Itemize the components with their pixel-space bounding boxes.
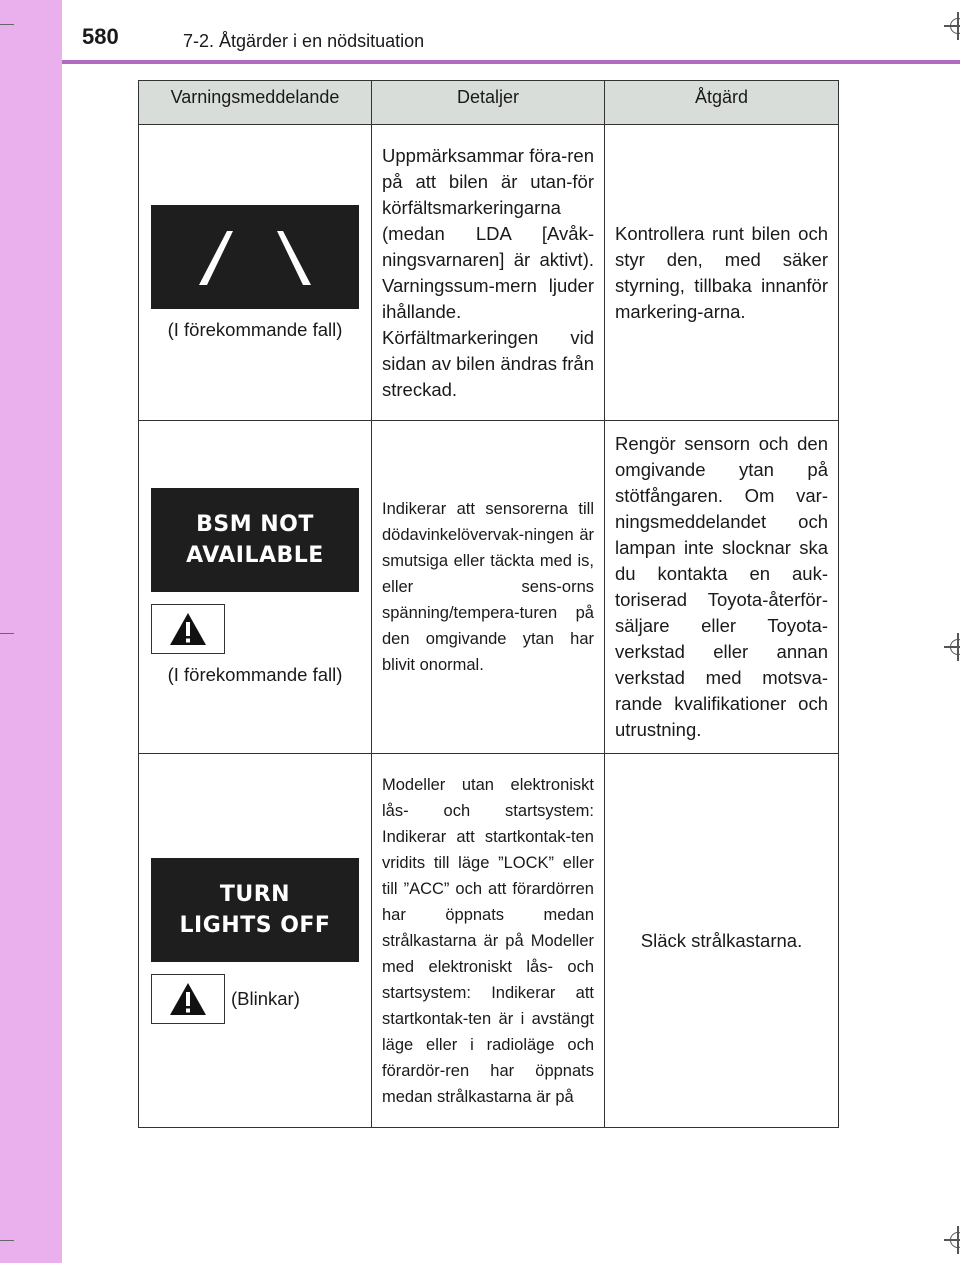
registration-mark-icon <box>944 633 960 661</box>
section-title: 7-2. Åtgärder i en nödsituation <box>183 31 425 51</box>
action-cell: Släck strålkastarna. <box>605 754 839 1128</box>
warning-message-cell <box>139 421 372 754</box>
details-cell: Indikerar att sensorerna till dödavinkelövervak-ningen är smutsiga eller täckta med is, eller sens-orns spänning/tempera-turen på den omgivande ytan har blivit onormal. <box>372 421 605 754</box>
table-row <box>139 754 839 1128</box>
header-divider <box>62 60 960 64</box>
display-note: (I förekommande fall) <box>167 664 343 685</box>
display-text-line: BSM NOT <box>196 512 314 537</box>
display-note: (Blinkar) <box>231 987 300 1009</box>
crop-mark <box>0 1240 14 1241</box>
display-text-line: LIGHTS OFF <box>179 912 331 938</box>
warning-triangle-icon <box>151 604 225 654</box>
warning-message-cell <box>139 125 372 421</box>
warning-message-cell <box>139 754 372 1128</box>
display-text-line: TURN <box>219 881 291 907</box>
column-header: Detaljer <box>372 81 605 125</box>
warning-message-table <box>138 80 839 1128</box>
registration-mark-icon <box>944 12 960 40</box>
details-cell: Uppmärksammar föra-ren på att bilen är utan-för körfältsmarkeringarna (medan LDA [Avåk-ningsvarnaren] är aktivt). Varningssum-mern ljuder ihållande. Körfältmarkeringen vid sidan av bilen ändras från streckad. <box>372 125 605 421</box>
table-row <box>139 421 839 754</box>
display-note: (I förekommande fall) <box>167 318 343 340</box>
column-header: Åtgärd <box>605 81 839 125</box>
crop-mark <box>0 24 14 25</box>
table-header-row <box>139 81 839 125</box>
warning-triangle-icon <box>151 974 225 1024</box>
page-number: 580 <box>82 24 119 49</box>
bsm-display <box>151 488 359 592</box>
action-cell: Rengör sensorn och den omgivande ytan på stötfångaren. Om var-ningsmeddelandet och lampan inte slocknar ska du kontakta en auk-toriserad Toyota-återför-säljare eller Toyota-verkstad eller annan verkstad med motsva-rande kvalifikationer och utrustning. <box>605 421 839 754</box>
lane-markings-icon <box>151 205 359 309</box>
registration-mark-icon <box>944 1226 960 1254</box>
details-cell: Modeller utan elektroniskt lås- och startsystem: Indikerar att startkontak-ten vridits till läge ”LOCK” eller till ”ACC” och att förardörren har öppnats medan strålkastarna är på Modeller med elektroniskt lås- och startsystem: Indikerar att startkontak-ten är i avstängt läge eller i radioläge och förardör-ren har öppnats medan strålkastarna är på <box>372 754 605 1128</box>
side-tab-bar <box>0 0 62 1263</box>
crop-mark <box>0 633 14 634</box>
table-row <box>139 125 839 421</box>
column-header: Varningsmeddelande <box>139 81 372 125</box>
action-cell: Kontrollera runt bilen och styr den, med säker styrning, tillbaka innanför markering-arna. <box>605 125 839 421</box>
turn-lights-off-display <box>151 858 359 962</box>
display-text-line: AVAILABLE <box>186 543 324 568</box>
